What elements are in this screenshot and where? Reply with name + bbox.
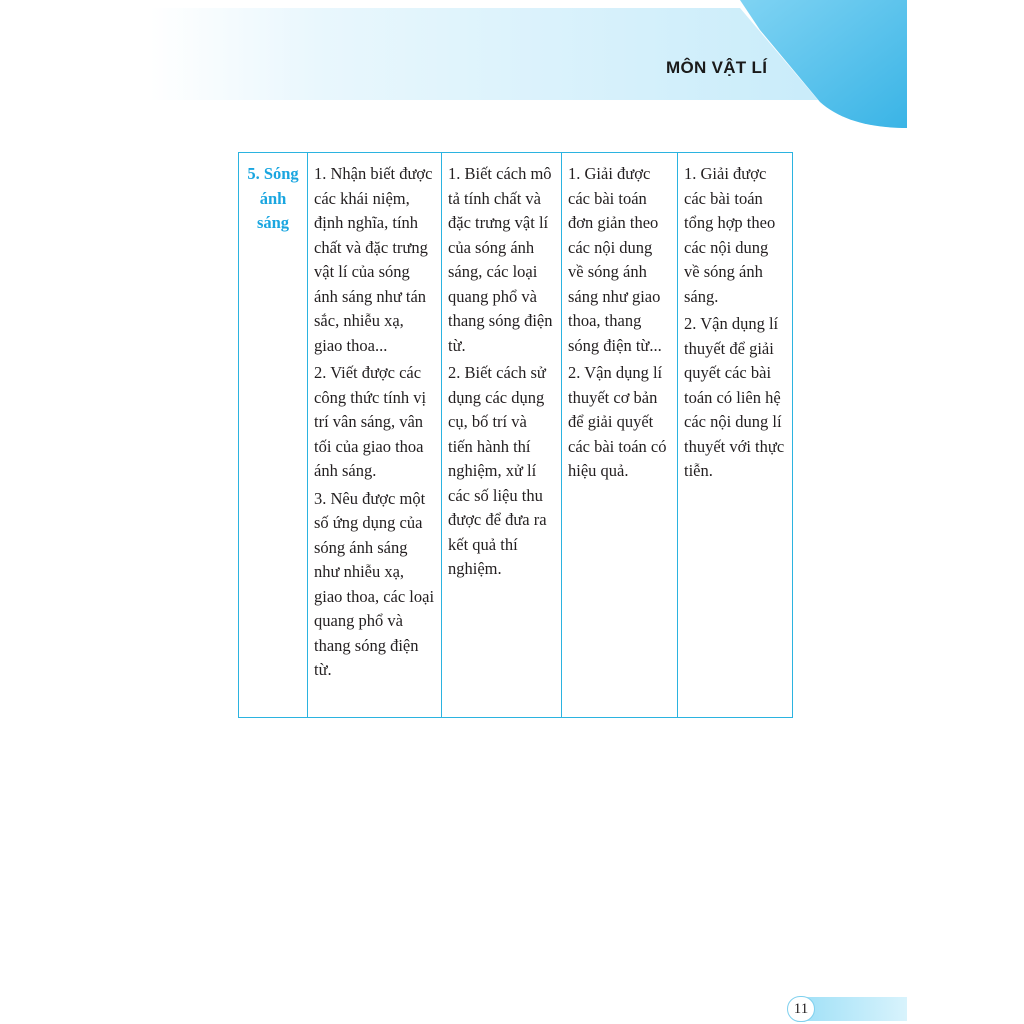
content-table — [238, 152, 793, 718]
column-skills — [442, 153, 562, 718]
list-item: 2. Viết được các công thức tính vị trí vân sáng, vân tối của giao thoa ánh sáng. — [314, 363, 427, 480]
list-item: 1. Nhận biết được các khái niệm, định nghĩa, tính chất và đặc trưng vật lí của sóng ánh sáng như tán sắc, nhiễu xạ, giao thoa... — [314, 164, 433, 355]
header-decoration — [0, 0, 1024, 140]
list-item: 3. Nêu được một số ứng dụng của sóng ánh sáng như nhiễu xạ, giao thoa, các loại quang phổ và thang sóng điện từ. — [314, 488, 435, 679]
list-item: 1. Biết cách mô tả tính chất và đặc trưng vật lí của sóng ánh sáng, các loại quang phổ và thang sóng điện từ. — [448, 164, 553, 355]
list-item: 2. Vận dụng lí thuyết để giải quyết các bài toán có liên hệ các nội dung lí thuyết với thực tiễn. — [684, 314, 785, 480]
subject-title: MÔN VẬT LÍ — [666, 58, 768, 77]
column-knowledge — [308, 153, 442, 718]
topic-cell — [239, 153, 308, 718]
list-item: 2. Vận dụng lí thuyết cơ bản để giải quyết các bài toán có hiệu quả. — [568, 363, 667, 480]
header-band — [0, 0, 1024, 140]
list-item: 1. Giải được các bài toán tổng hợp theo các nội dung về sóng ánh sáng. — [684, 164, 776, 306]
topic-label: 5. Sóng ánh sáng — [247, 164, 299, 232]
list-item: 2. Biết cách sử dụng các dụng cụ, bố trí và tiến hành thí nghiệm, xử lí các số liệu thu được để đưa ra kết quả thí nghiệm. — [448, 363, 547, 578]
column-advanced-application — [678, 153, 793, 718]
column-application — [562, 153, 678, 718]
list-item: 1. Giải được các bài toán đơn giản theo các nội dung về sóng ánh sáng như giao thoa, thang sóng điện từ... — [568, 164, 662, 355]
table-row — [239, 153, 793, 718]
page-number: 11 — [787, 996, 815, 1022]
